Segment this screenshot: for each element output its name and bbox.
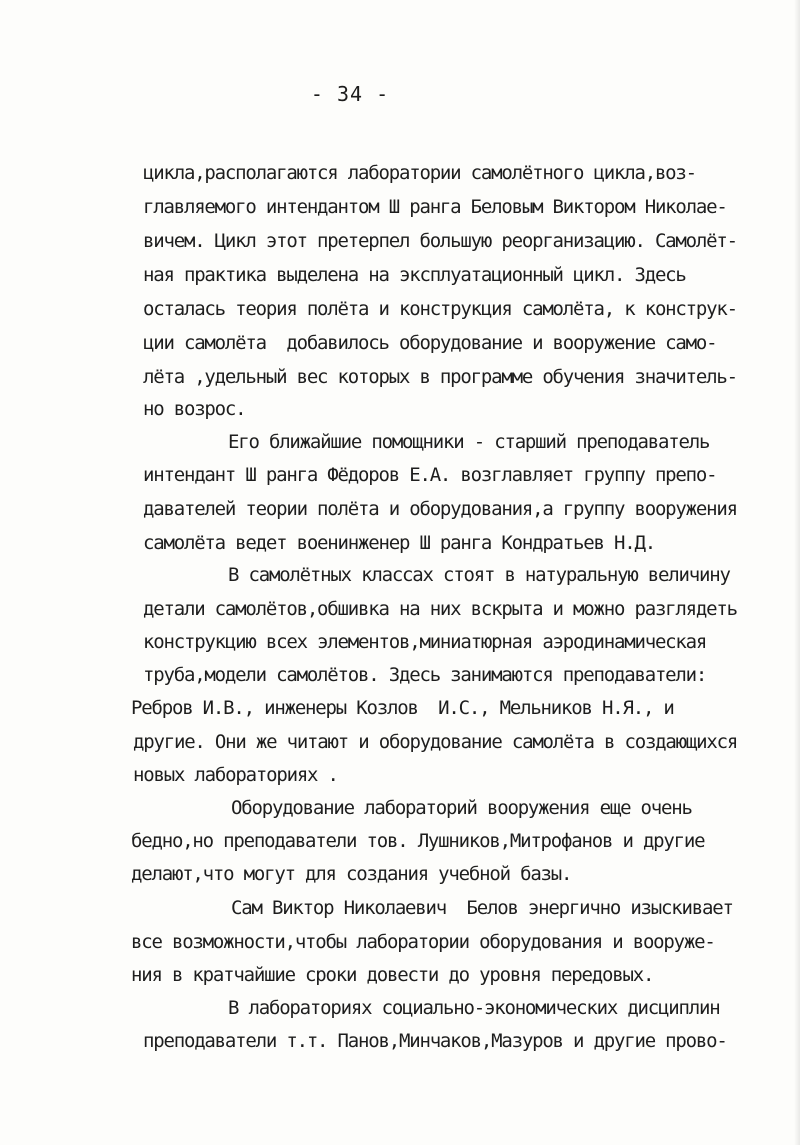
page-number: - 34 - [310,82,390,106]
text-line: давателей теории полёта и оборудования,а группу вооружения [143,498,737,520]
text-line: вичем. Цикл этот претерпел большую реорганизацию. Самолёт- [143,230,737,252]
text-line: Ребров И.В., инженеры Козлов И.С., Мельников Н.Я., и [131,697,674,719]
text-line: ная практика выделена на эксплуатационный цикл. Здесь [143,264,686,286]
text-line: бедно,но преподаватели тов. Лушников,Митрофанов и другие [131,830,705,852]
text-line: Сам Виктор Николаевич Белов энергично изыскивает [231,897,733,919]
text-line: новых лабораториях . [133,764,338,786]
text-line: интендант Ш ранга Фёдоров Е.А. возглавляет группу препо- [143,464,717,486]
page-edge-shadow [794,0,800,1145]
text-line: преподаватели т.т. Панов,Минчаков,Мазуров и другие прово- [143,1030,727,1052]
text-line: другие. Они же читают и оборудование самолёта в создающихся [133,731,738,753]
text-line: осталась теория полёта и конструкция самолёта, к конструк- [143,298,737,320]
text-line: труба,модели самолётов. Здесь занимаются преподаватели: [143,664,707,686]
text-line: делают,что могут для создания учебной базы. [131,863,572,885]
text-line: самолёта ведет военинженер Ш ранга Кондратьев Н.Д. [143,532,655,554]
text-line: но возрос. [143,398,246,420]
text-line: ции самолёта добавилось оборудование и вооружение само- [143,332,717,354]
text-line: В самолётных классах стоят в натуральную величину [228,564,730,586]
text-line: Оборудование лабораторий вооружения еще очень [231,797,692,819]
text-line: конструкцию всех элементов,миниатюрная аэродинамическая [143,631,707,653]
text-line: цикла,располагаются лаборатории самолётного цикла,воз- [143,162,696,184]
text-line: Его ближайшие помощники - старший преподаватель [228,431,710,453]
text-line: лёта ,удельный вес которых в программе обучения значитель- [143,366,737,388]
text-line: ния в кратчайшие сроки довести до уровня передовых. [131,964,654,986]
text-line: все возможности,чтобы лаборатории оборудования и вооруже- [131,931,715,953]
text-line: детали самолётов,обшивка на них вскрыта и можно разглядеть [143,598,737,620]
text-line: В лабораториях социально-экономических дисциплин [228,997,720,1019]
text-line: главляемого интендантом Ш ранга Беловым Виктором Николае- [143,196,727,218]
